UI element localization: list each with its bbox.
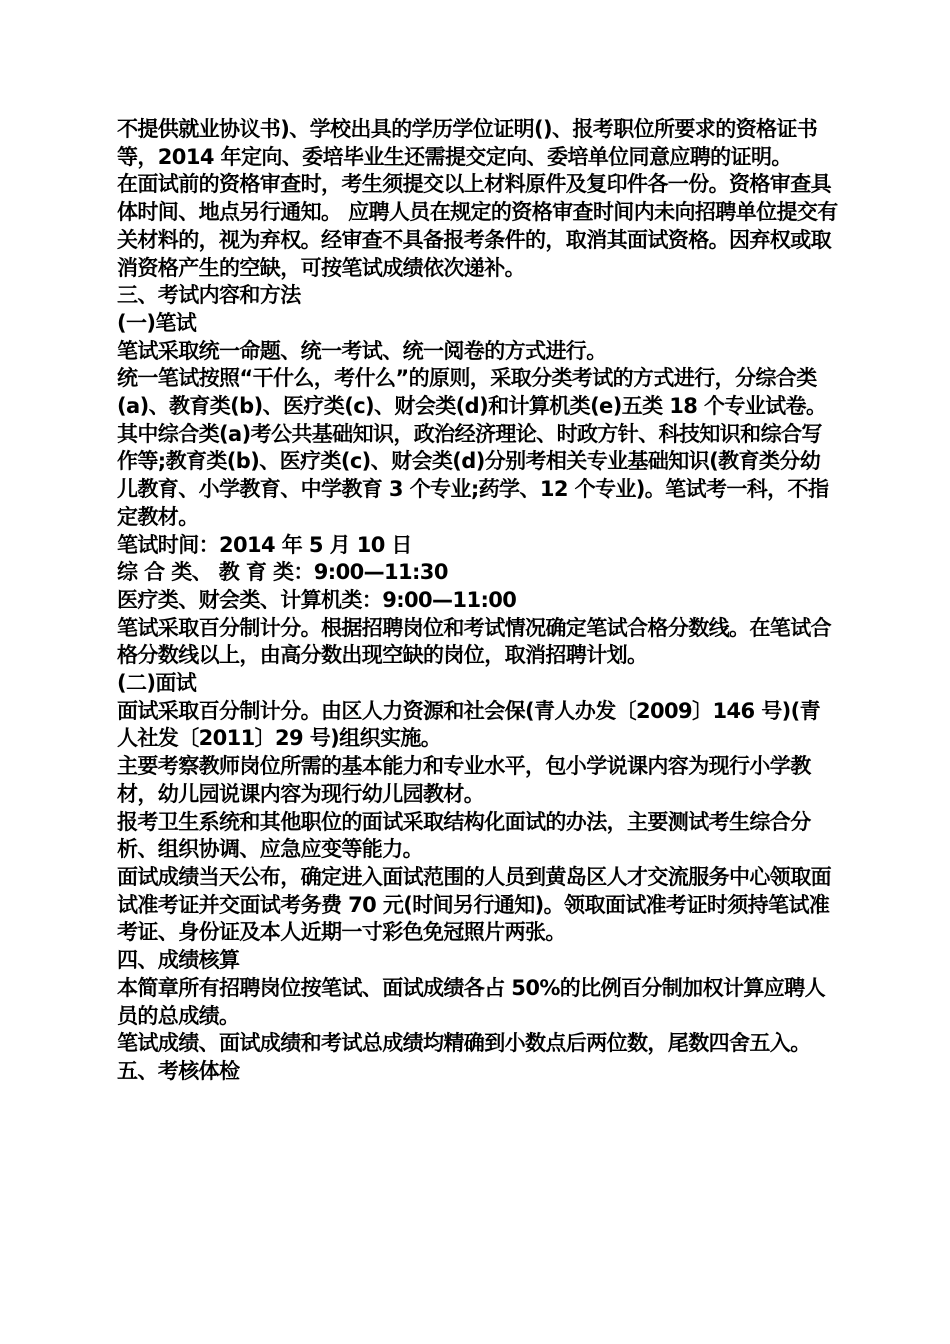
subsection-heading-written-exam: (一)笔试 (117, 310, 197, 335)
paragraph-exam-time-general: 综 合 类、 教 育 类：9:00—11:30 (117, 560, 448, 585)
paragraph-written-exam-date: 笔试时间：2014 年 5 月 10 日 (117, 532, 412, 557)
section-heading-score-calculation: 四、成绩核算 (117, 948, 240, 973)
section-heading-exam-content: 三、考试内容和方法 (117, 283, 301, 308)
paragraph-score-weighting: 本简章所有招聘岗位按笔试、面试成绩各占 50%的比例百分制加权计算应聘人员的总成绩。 (117, 975, 825, 1028)
paragraph-interview-structured: 报考卫生系统和其他职位的面试采取结构化面试的办法，主要测试考生综合分析、组织协调、应急应变等能力。 (117, 809, 811, 862)
paragraph-materials-list: 不提供就业协议书)、学校出具的学历学位证明()、报考职位所要求的资格证书等，2014 年定向、委培毕业生还需提交定向、委培单位同意应聘的证明。 (117, 117, 818, 169)
paragraph-written-exam-method: 笔试采取统一命题、统一考试、统一阅卷的方式进行。 (117, 338, 607, 363)
paragraph-written-exam-scoring: 笔试采取百分制计分。根据招聘岗位和考试情况确定笔试合格分数线。在笔试合格分数线以上，由高分数出现空缺的岗位，取消招聘计划。 (117, 615, 831, 668)
section-heading-assessment-medical: 五、考核体检 (117, 1058, 240, 1083)
paragraph-written-exam-categories: 统一笔试按照“干什么，考什么”的原则，采取分类考试的方式进行，分综合类(a)、教育类(b)、医疗类(c)、财会类(d)和计算机类(e)五类 18 个专业试卷。其中综合类(a)考公共基础知识，政治经济理论、时政方针、科技知识和综合写作等;教育类(b)、医疗类(c)、财会类(d)分别考相关专业基础知识(教育类分幼儿教育、小学教育、中学教育 3 个专业;药学、12 个专业)。笔试考一科，不指定教材。 (117, 366, 829, 529)
paragraph-interview-teachers: 主要考察教师岗位所需的基本能力和专业水平，包小学说课内容为现行小学教材，幼儿园说课内容为现行幼儿园教材。 (117, 754, 811, 806)
subsection-heading-interview: (二)面试 (117, 671, 197, 696)
paragraph-score-rounding: 笔试成绩、面试成绩和考试总成绩均精确到小数点后两位数，尾数四舍五入。 (117, 1031, 811, 1056)
paragraph-exam-time-medical: 医疗类、财会类、计算机类：9:00—11:00 (117, 587, 517, 612)
paragraph-qualification-review: 在面试前的资格审查时，考生须提交以上材料原件及复印件各一份。资格审查具体时间、地点另行通知。 应聘人员在规定的资格审查时间内未向招聘单位提交有关材料的，视为弃权。经审查不具备报考条件的，取消其面试资格。因弃权或取消资格产生的空缺，可按笔试成绩依次递补。 (117, 172, 838, 280)
paragraph-interview-scoring: 面试采取百分制计分。由区人力资源和社会保(青人办发〔2009〕146 号)(青人社发〔2011〕29 号)组织实施。 (117, 698, 820, 751)
paragraph-interview-results: 面试成绩当天公布，确定进入面试范围的人员到黄岛区人才交流服务中心领取面试准考证并交面试考务费 70 元(时间另行通知)。领取面试准考证时须持笔试准考证、身份证及本人近期一寸彩色免冠照片两张。 (117, 864, 831, 945)
document-body (117, 116, 839, 1086)
